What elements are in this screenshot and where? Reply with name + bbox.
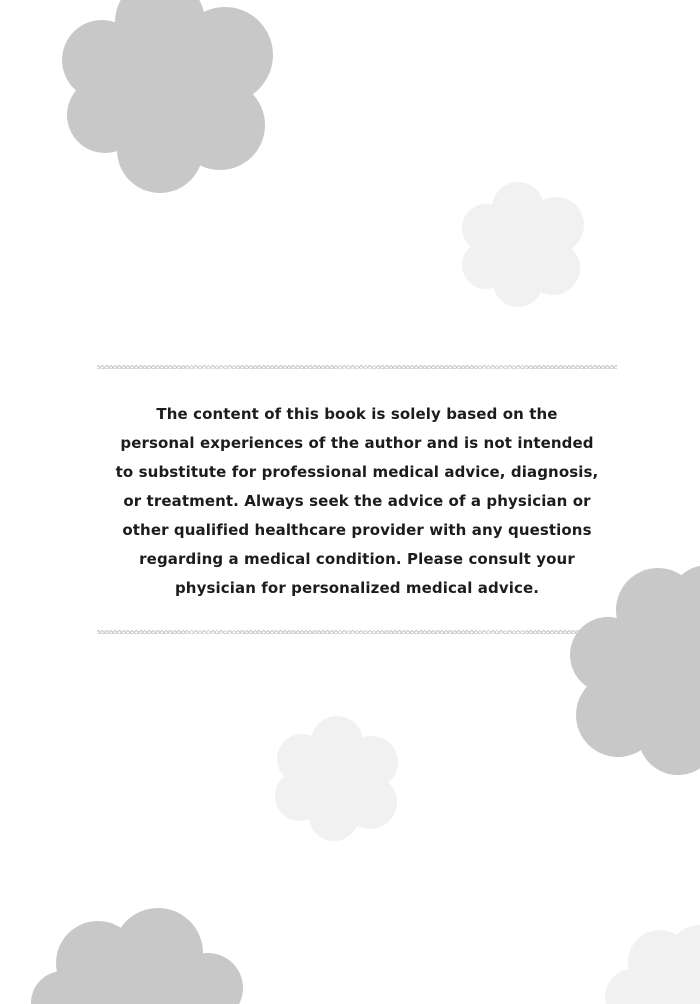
- cloud-bottom-right-light: [605, 922, 700, 1004]
- cloud-lower-center-light: [272, 714, 402, 844]
- cloud-bottom-left: [28, 908, 248, 1004]
- disclaimer-line: regarding a medical condition. Please consult your: [139, 550, 575, 568]
- disclaimer-line: or treatment. Always seek the advice of a physician or: [123, 492, 591, 510]
- top-divider: [97, 365, 617, 369]
- disclaimer-line: The content of this book is solely based on the: [156, 405, 558, 423]
- disclaimer-line: to substitute for professional medical advice, diagnosis,: [115, 463, 599, 481]
- medical-disclaimer: [110, 400, 604, 603]
- bottom-divider: [97, 630, 617, 634]
- disclaimer-line: personal experiences of the author and is not intended: [120, 434, 594, 452]
- disclaimer-line: physician for personalized medical advice.: [174, 579, 540, 597]
- cloud-top-left: [60, 0, 275, 195]
- disclaimer-line: other qualified healthcare provider with any questions: [122, 521, 592, 539]
- cloud-upper-right-light: [458, 180, 588, 310]
